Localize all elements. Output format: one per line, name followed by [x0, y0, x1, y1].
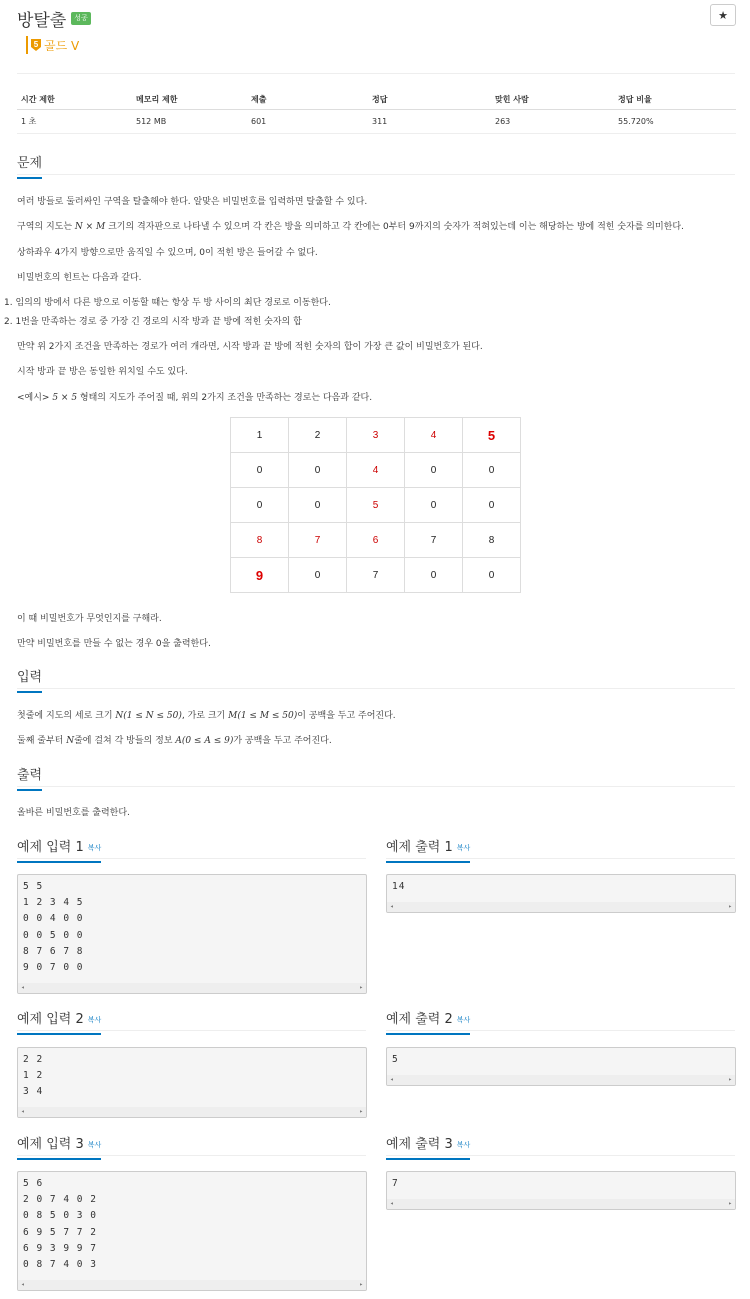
section-title-input: [17, 666, 42, 693]
output-paragraph: 올바른 비밀번호를 출력한다.: [17, 808, 130, 818]
grid-row: [231, 558, 521, 593]
problem-paragraph: 만약 위 2가지 조건을 만족하는 경로가 여러 개라면, 시작 방과 끝 방에 적힌 숫자의 합이 가장 큰 값이 비밀번호가 된다.: [17, 342, 483, 352]
status-badge: 성공: [71, 12, 91, 25]
sample-input-3[interactable]: [17, 1171, 367, 1291]
problem-paragraph: 만약 비밀번호를 만들 수 없는 경우 0을 출력한다.: [17, 639, 211, 649]
problem-paragraph: 이 때 비밀번호가 무엇인지를 구해라.: [17, 614, 162, 624]
grid-cell: 7: [289, 523, 347, 558]
code-line: 0 8 5 0 3 0: [23, 1210, 97, 1222]
table-cell: 512 MB: [132, 110, 247, 134]
sample-output-3[interactable]: [386, 1171, 736, 1210]
problem-paragraph: 상하좌우 4가지 방향으로만 움직일 수 있으며, 0이 적힌 방은 들어갈 수 없다.: [17, 248, 318, 258]
math-expression: N(1 ≤ N ≤ 50): [115, 711, 182, 721]
star-icon: ★: [718, 8, 728, 22]
section-heading: 문제: [17, 156, 43, 171]
sample-input-1[interactable]: [17, 874, 367, 994]
code-line: 5 6: [23, 1178, 44, 1189]
title-row: [17, 6, 91, 31]
sample-output-3-title: 예제 출력 3 복사: [386, 1133, 470, 1160]
math-expression: 5 × 5: [52, 393, 78, 403]
table-header-row: [17, 88, 736, 110]
copy-button[interactable]: 복사: [87, 843, 102, 852]
horizontal-scrollbar[interactable]: ◂ ▸: [387, 1075, 735, 1085]
grid-row: [231, 488, 521, 523]
grid-cell: 0: [289, 558, 347, 593]
grid-cell: 5: [463, 418, 521, 453]
grid-cell: 3: [347, 418, 405, 453]
code-line: 1 2 3 4 5: [23, 897, 84, 909]
grid-cell: 9: [231, 558, 289, 593]
example-map-grid: [230, 417, 521, 593]
grid-cell: 7: [347, 558, 405, 593]
column-header: 시간 제한: [17, 88, 132, 110]
sample-input-3-title: 예제 입력 3 복사: [17, 1133, 101, 1160]
sample-input-1-title: 예제 입력 1 복사: [17, 836, 101, 863]
section-title-output: [17, 764, 42, 791]
sample-output-1[interactable]: [386, 874, 736, 913]
tier-badge[interactable]: [26, 36, 79, 54]
code-line: 3 4: [23, 1086, 44, 1098]
sample-input-2-title: 예제 입력 2 복사: [17, 1008, 101, 1035]
section-heading: 출력: [17, 768, 43, 783]
math-expression: N: [66, 736, 75, 746]
column-header: 맞힌 사람: [491, 88, 614, 110]
grid-cell: 8: [463, 523, 521, 558]
horizontal-scrollbar[interactable]: ◂ ▸: [18, 983, 366, 993]
grid-cell: 2: [289, 418, 347, 453]
math-expression: N × M: [74, 222, 106, 232]
grid-cell: 0: [463, 488, 521, 523]
code-line: 6 9 5 7 7 2: [23, 1226, 97, 1238]
math-expression: M(1 ≤ M ≤ 50): [228, 711, 298, 721]
column-header: 정답: [368, 88, 491, 110]
math-expression: A(0 ≤ A ≤ 9): [175, 736, 234, 746]
code-line: 0 8 7 4 0 3: [23, 1258, 97, 1270]
code-line: 6 9 3 9 9 7: [23, 1242, 97, 1254]
horizontal-scrollbar[interactable]: ◂ ▸: [18, 1280, 366, 1290]
section-heading: 입력: [17, 670, 43, 685]
page-title: 방탈출: [17, 11, 67, 31]
copy-button[interactable]: 복사: [87, 1015, 102, 1024]
horizontal-scrollbar[interactable]: ◂ ▸: [387, 1199, 735, 1209]
section-underline: [17, 691, 42, 693]
grid-cell: 0: [405, 453, 463, 488]
grid-cell: 5: [347, 488, 405, 523]
code-line: 5 5: [23, 881, 44, 892]
grid-cell: 0: [289, 453, 347, 488]
list-item: 1. 임의의 방에서 다른 방으로 이동할 때는 항상 두 방 사이의 최단 경로로 이동한다.: [4, 298, 331, 308]
grid-cell: 0: [463, 453, 521, 488]
sample-input-2[interactable]: [17, 1047, 367, 1118]
horizontal-scrollbar[interactable]: ◂ ▸: [18, 1107, 366, 1117]
sample-output-2[interactable]: [386, 1047, 736, 1086]
code-line: 2 2: [23, 1054, 44, 1065]
input-paragraph: 첫줄에 지도의 세로 크기 N(1 ≤ N ≤ 50), 가로 크기 M(1 ≤ M ≤ 50)이 공백을 두고 주어진다.: [17, 711, 396, 721]
code-line: 0 0 4 0 0: [23, 913, 84, 925]
grid-cell: 0: [405, 488, 463, 523]
code-line: 7: [392, 1178, 399, 1189]
grid-cell: 0: [463, 558, 521, 593]
code-line: 1 2: [23, 1070, 44, 1082]
code-line: 5: [392, 1054, 399, 1065]
section-divider: [17, 786, 735, 787]
table-row: [17, 110, 736, 134]
grid-row: [231, 453, 521, 488]
section-divider: [17, 688, 735, 689]
tier-gold-icon: [30, 38, 42, 52]
table-cell: 311: [368, 110, 491, 134]
section-title-problem: [17, 152, 42, 179]
section-underline: [17, 177, 42, 179]
grid-cell: 0: [405, 558, 463, 593]
grid-cell: 4: [347, 453, 405, 488]
grid-cell: 7: [405, 523, 463, 558]
problem-info-table: [17, 88, 736, 134]
grid-row: [231, 418, 521, 453]
section-divider: [17, 174, 735, 175]
tier-label: 골드 V: [44, 38, 80, 53]
sample-output-1-title: 예제 출력 1 복사: [386, 836, 470, 863]
problem-paragraph: 여러 방들로 둘러싸인 구역을 탈출해야 한다. 알맞은 비밀번호를 입력하면 탈출할 수 있다.: [17, 197, 368, 207]
column-header: 정답 비율: [614, 88, 736, 110]
copy-button[interactable]: 복사: [456, 1015, 471, 1024]
column-header: 메모리 제한: [132, 88, 247, 110]
copy-button[interactable]: 복사: [456, 1140, 471, 1149]
list-item: 2. 1번을 만족하는 경로 중 가장 긴 경로의 시작 방과 끝 방에 적힌 숫자의 합: [4, 317, 302, 327]
grid-cell: 8: [231, 523, 289, 558]
problem-paragraph: 비밀번호의 힌트는 다음과 같다.: [17, 273, 142, 283]
section-underline: [17, 789, 42, 791]
grid-cell: 0: [289, 488, 347, 523]
grid-cell: 0: [231, 488, 289, 523]
grid-cell: 4: [405, 418, 463, 453]
sample-output-2-title: 예제 출력 2 복사: [386, 1008, 470, 1035]
table-cell: 55.720%: [614, 110, 736, 134]
copy-button[interactable]: 복사: [87, 1140, 102, 1149]
table-cell: 601: [247, 110, 368, 134]
problem-paragraph: 구역의 지도는 N × M 크기의 격자판으로 나타낼 수 있으며 각 칸은 방을 의미하고 각 칸에는 0부터 9까지의 숫자가 적혀있는데 이는 해당하는 방에 적힌 숫자를 의미한다.: [17, 222, 684, 232]
code-line: 0 0 5 0 0: [23, 929, 84, 941]
copy-button[interactable]: 복사: [456, 843, 471, 852]
problem-paragraph: <예시> 5 × 5 형태의 지도가 주어질 때, 위의 2가지 조건을 만족하는 경로는 다음과 같다.: [17, 393, 373, 403]
horizontal-scrollbar[interactable]: ◂ ▸: [387, 902, 735, 912]
code-line: 14: [392, 881, 406, 892]
svg-text:5: 5: [33, 40, 39, 49]
grid-cell: 0: [231, 453, 289, 488]
input-paragraph: 둘째 줄부터 N줄에 걸쳐 각 방들의 정보 A(0 ≤ A ≤ 9)가 공백을 두고 주어진다.: [17, 736, 332, 746]
problem-paragraph: 시작 방과 끝 방은 동일한 위치일 수도 있다.: [17, 367, 188, 377]
grid-cell: 6: [347, 523, 405, 558]
divider: [17, 73, 735, 74]
code-line: 8 7 6 7 8: [23, 945, 84, 957]
table-cell: 263: [491, 110, 614, 134]
column-header: 제출: [247, 88, 368, 110]
grid-cell: 1: [231, 418, 289, 453]
table-cell: 1 초: [17, 110, 132, 134]
grid-row: [231, 523, 521, 558]
favorite-button[interactable]: [710, 4, 736, 26]
code-line: 2 0 7 4 0 2: [23, 1194, 97, 1206]
code-line: 9 0 7 0 0: [23, 961, 84, 973]
